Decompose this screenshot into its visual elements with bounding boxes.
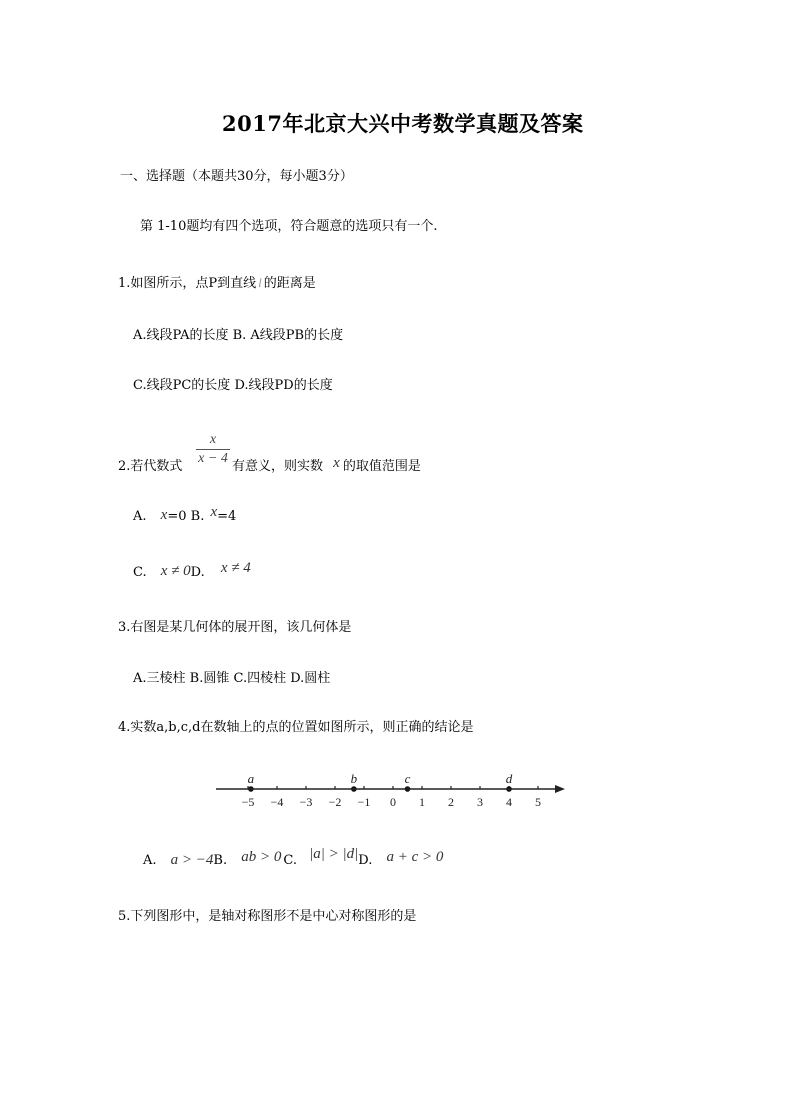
q4-optC-label: C.	[283, 853, 297, 868]
q4-optA-expr: a > −4	[170, 852, 214, 868]
number-line-point-label-d: d	[505, 771, 513, 786]
number-line-point-label-b: b	[350, 771, 358, 786]
q2-optA-rest: =0 B.	[167, 509, 205, 524]
number-line-tick-label: 5	[535, 795, 541, 809]
number-line-point-label-c: c	[404, 771, 411, 786]
q2-optA-expr: x	[160, 507, 168, 523]
q4-options	[143, 846, 444, 869]
q2-optB-rest: =4	[217, 509, 237, 524]
q4-optD-label: D.	[358, 853, 373, 868]
q2-frac-denominator: x − 4	[198, 451, 228, 466]
q1-stem-before: 1.如图所示，点P到直线	[118, 276, 257, 291]
q2-options-cd	[133, 560, 251, 581]
q4-optA-label: A.	[143, 853, 157, 868]
q2-stem-rest	[232, 455, 421, 475]
section-heading: 一、选择题（本题共30分，每小题3分）	[120, 169, 353, 184]
q4-stem: 4.实数a,b,c,d在数轴上的点的位置如图所示，则正确的结论是	[118, 720, 474, 735]
number-line-point-label-a: a	[247, 771, 255, 786]
q2-optD-label: D.	[190, 565, 205, 580]
q2-var: x	[333, 455, 340, 471]
number-line	[210, 766, 570, 814]
q5-stem: 5.下列图形中，是轴对称图形不是中心对称图形的是	[118, 909, 417, 924]
q1-stem	[118, 272, 316, 291]
number-line-tick-label: 1	[419, 795, 425, 809]
q1-line-symbol: l	[258, 275, 262, 290]
q2-frac-bar	[196, 449, 230, 450]
q1-options-ab: A.线段PA的长度 B. A线段PB的长度	[133, 328, 344, 343]
q4-optB-label: B.	[213, 853, 228, 868]
number-line-tick-label: 0	[390, 795, 396, 809]
q3-options: A.三棱柱 B.圆锥 C.四棱柱 D.圆柱	[133, 671, 331, 686]
q2-optC-expr: x ≠ 0	[160, 563, 191, 579]
q2-stem-after: 的取值范围是	[342, 459, 421, 474]
number-line-tick-label: 2	[448, 795, 454, 809]
q1-options-cd: C.线段PC的长度 D.线段PD的长度	[133, 378, 333, 393]
q4-optB-expr: ab > 0	[241, 849, 282, 865]
q2-stem-before: 2.若代数式	[118, 459, 183, 474]
number-line-tick-label: −4	[270, 795, 284, 809]
number-line-arrow	[555, 785, 565, 793]
q2-stem-mid: 有意义，则实数	[232, 459, 324, 474]
q3-stem: 3.右图是某几何体的展开图，该几何体是	[118, 620, 352, 635]
q2-optC-label: C.	[133, 565, 147, 580]
number-line-tick-label: 4	[506, 795, 512, 809]
q4-optC-expr: |a| > |d|	[309, 846, 359, 862]
section-note: 第 1-10题均有四个选项，符合题意的选项只有一个.	[140, 219, 438, 234]
number-line-tick-label: −1	[357, 795, 371, 809]
q1-stem-after: 的距离是	[263, 276, 316, 291]
page-title: 2017年北京大兴中考数学真题及答案	[222, 111, 584, 136]
q2-options-ab	[133, 504, 237, 525]
q2-fraction	[196, 432, 230, 467]
number-line-tick-label: −2	[328, 795, 342, 809]
number-line-tick-label: 3	[477, 795, 483, 809]
number-line-tick-label: −3	[299, 795, 313, 809]
q2-optD-expr: x ≠ 4	[220, 560, 251, 576]
q4-optD-expr: a + c > 0	[386, 849, 444, 865]
number-line-tick-label: −5	[241, 795, 255, 809]
q2-frac-numerator: x	[209, 432, 217, 447]
q2-optB-expr: x	[210, 504, 218, 520]
q2-optA-label: A.	[133, 509, 147, 524]
